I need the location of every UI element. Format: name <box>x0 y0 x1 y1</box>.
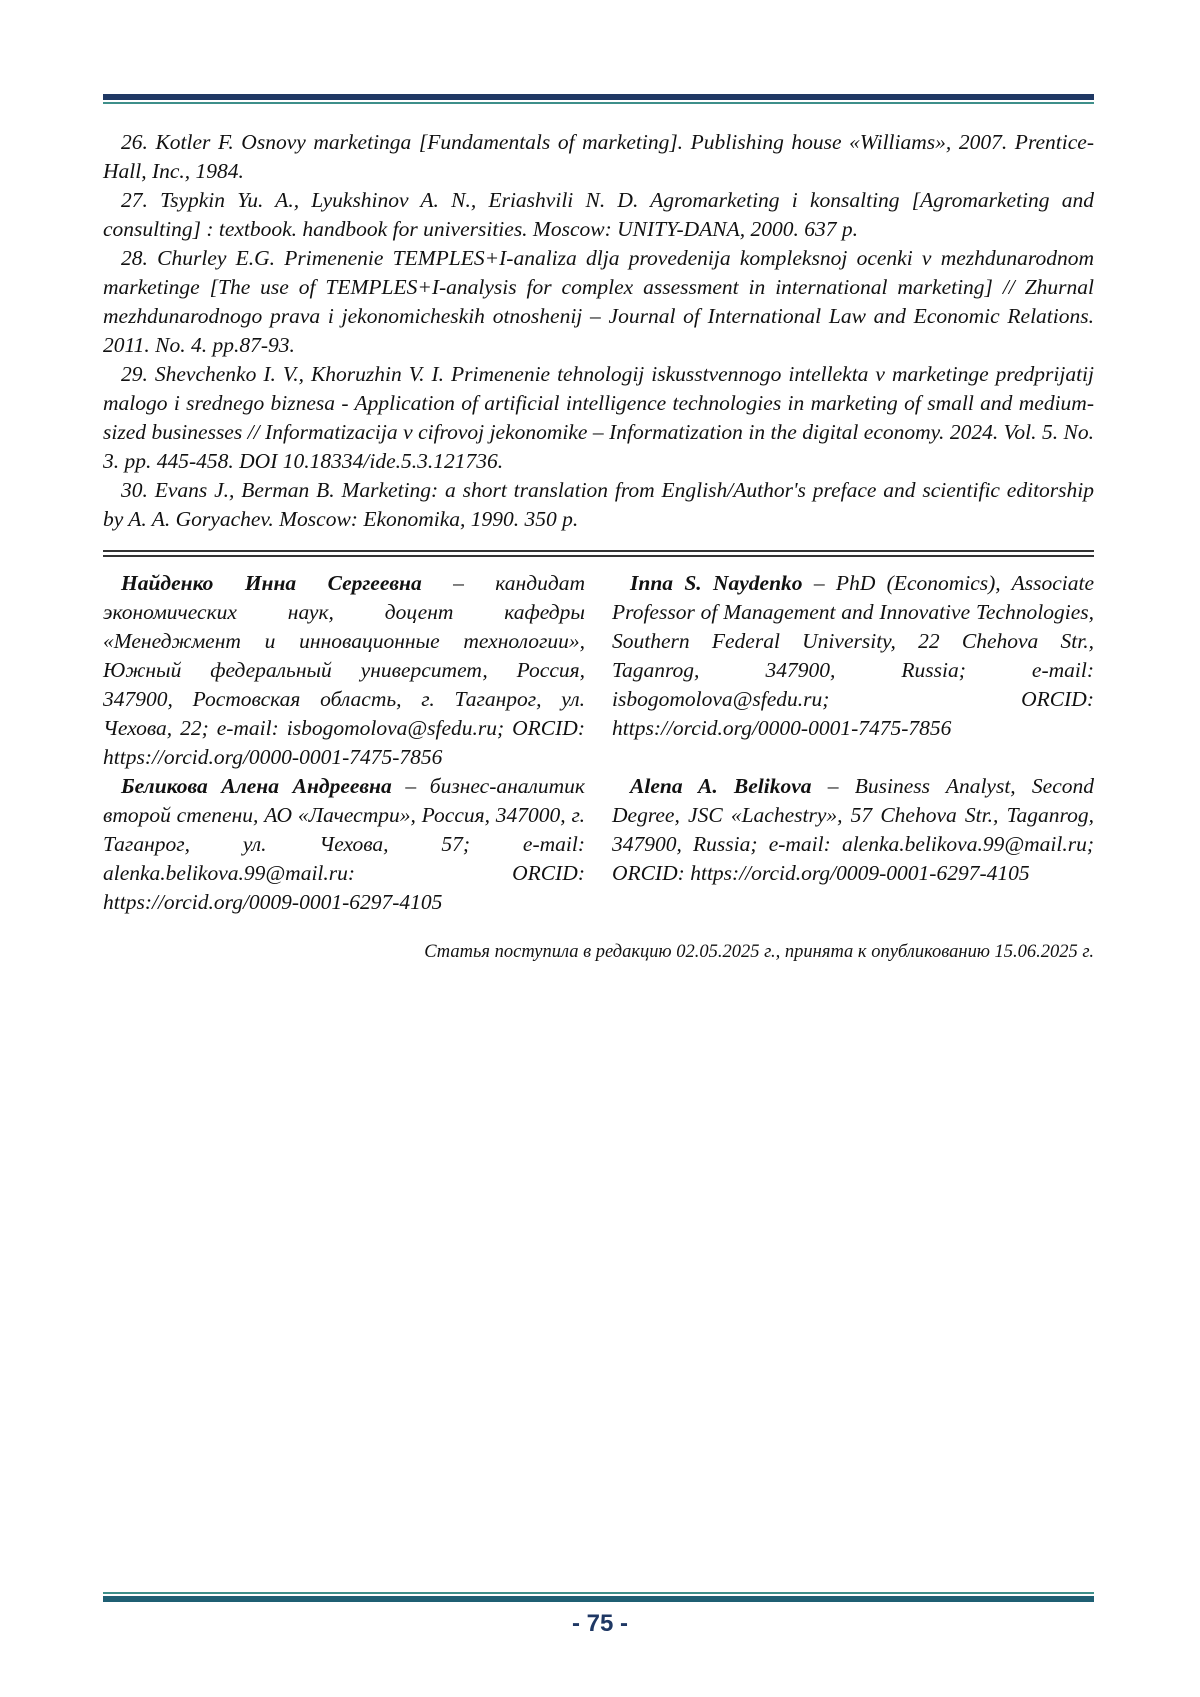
reference-item: 30. Evans J., Berman B. Marketing: a short translation from English/Author's preface and scientific editorship by A. A. Goryachev. Moscow: Ekonomika, 1990. 350 p. <box>103 476 1094 534</box>
author-entry <box>103 772 585 917</box>
author-details: – Business Analyst, Second Degree, JSC «Lachestry», 57 Chehova Str., Taganrog, 347900, Russia; e-mail: alenka.belikova.99@mail.ru; ORCID: https://orcid.org/0009-0001-6297-4105 <box>612 774 1094 885</box>
reference-item: 27. Tsypkin Yu. A., Lyukshinov A. N., Eriashvili N. D. Agromarketing i konsalting [Agromarketing and consulting] : textbook. handbook for universities. Moscow: UNITY-DANA, 2000. 637 p. <box>103 186 1094 244</box>
header-rule <box>103 94 1094 104</box>
author-name: Alena A. Belikova <box>630 774 812 798</box>
spacer <box>612 743 1094 772</box>
authors-russian <box>103 569 585 917</box>
author-name: Inna S. Naydenko <box>630 571 803 595</box>
authors-english <box>612 569 1094 888</box>
author-name: Найденко Инна Сергеевна <box>121 571 422 595</box>
author-entry <box>612 772 1094 888</box>
received-note: Статья поступила в редакцию 02.05.2025 г., принята к опубликованию 15.06.2025 г. <box>424 940 1094 964</box>
reference-item: 28. Churley E.G. Primenenie TEMPLES+I-analiza dlja provedenija kompleksnoj ocenki v mezhdunarodnom marketinge [The use of TEMPLES+I-analysis for complex assessment in international marketing] // Zhurnal mezhdunarodnogo prava i jekonomicheskih otnoshenij – Journal of International Law and Economic Relations. 2011. No. 4. pp.87-93. <box>103 244 1094 360</box>
reference-item: 26. Kotler F. Osnovy marketinga [Fundamentals of marketing]. Publishing house «Williams», 2007. Prentice-Hall, Inc., 1984. <box>103 128 1094 186</box>
author-entry <box>612 569 1094 743</box>
page-number: - 75 - <box>0 1610 1200 1638</box>
footer-rule <box>103 1592 1094 1602</box>
section-divider <box>103 550 1094 557</box>
author-details: – PhD (Economics), Associate Professor of Management and Innovative Technologies, Southern Federal University, 22 Chehova Str., Taganrog, 347900, Russia; e-mail: isbogomolova@sfedu.ru; ORCID: https://orcid.org/0000-0001-7475-7856 <box>612 571 1094 740</box>
references-list <box>103 128 1094 534</box>
author-name: Беликова Алена Андреевна <box>121 774 392 798</box>
reference-item: 29. Shevchenko I. V., Khoruzhin V. I. Primenenie tehnologij iskusstvennogo intellekta v marketinge predprijatij malogo i srednego biznesa - Application of artificial intelligence technologies in marketing of small and medium-sized businesses // Informatizacija v cifrovoj jekonomike – Informatization in the digital economy. 2024. Vol. 5. No. 3. pp. 445-458. DOI 10.18334/ide.5.3.121736. <box>103 360 1094 476</box>
author-details: – бизнес-аналитик второй степени, АО «Лачестри», Россия, 347000, г. Таганрог, ул. Чехова, 57; e-mail: alenka.belikova.99@mail.ru: ORCID: https://orcid.org/0009-0001-6297-4105 <box>103 774 585 914</box>
author-details: – кандидат экономических наук, доцент кафедры «Менеджмент и инновационные технологии», Южный федеральный университет, Россия, 347900, Ростовская область, г. Таганрог, ул. Чехова, 22; e-mail: isbogomolova@sfedu.ru; ORCID: https://orcid.org/0000-0001-7475-7856 <box>103 571 585 769</box>
author-entry <box>103 569 585 772</box>
